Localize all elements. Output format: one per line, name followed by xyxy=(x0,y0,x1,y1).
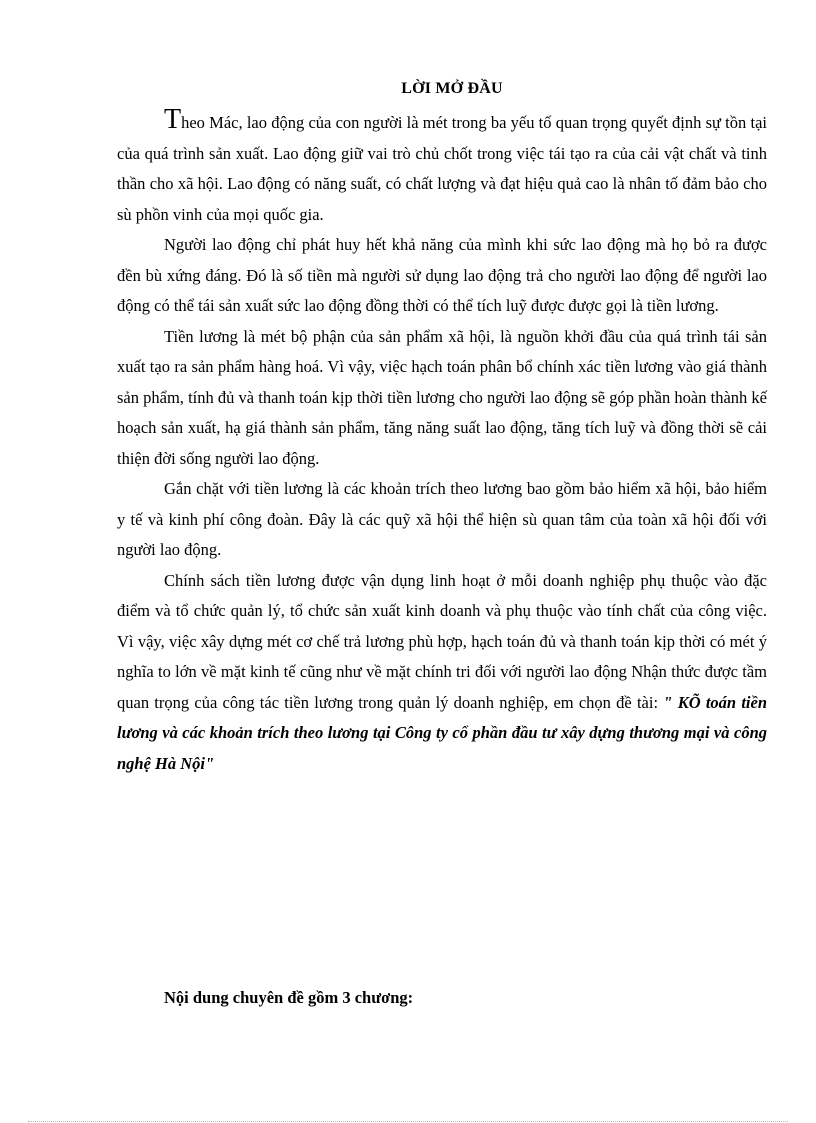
drop-cap: T xyxy=(164,104,182,135)
paragraph-wages: Tiền lương là mét bộ phận của sản phẩm xã hội, là nguồn khởi đầu của quá trình tái sản xuất tạo ra sản phẩm hàng hoá. Vì vậy, việc hạch toán phân bổ chính xác tiền lương vào giá thành sản phẩm, tính đủ và thanh toán kịp thời tiền lương cho người lao động sẽ góp phần hoàn thành kế hoạch sản xuất, hạ giá thành sản phẩm, tăng năng suất lao động, tăng tích luỹ và đồng thời sẽ cải thiện đời sống người lao động. xyxy=(117,326,767,468)
paragraph-deductions: Gắn chặt với tiền lương là các khoản trích theo lương bao gồm bảo hiểm xã hội, bảo hiểm y tế và kinh phí công đoàn. Đây là các quỹ xã hội thể hiện sù quan tâm của toàn xã hội đối với người lao động. xyxy=(117,479,767,559)
paragraph-intro xyxy=(117,104,767,230)
thesis-topic: " KÕ toán tiền lương và các khoản trích theo lương tại Công ty cổ phần đầu tư xây dựng thương mại và công nghệ Hà Nội" xyxy=(117,692,768,773)
paragraph-policy-text: Chính sách tiền lương được vận dụng linh hoạt ở mỗi doanh nghiệp phụ thuộc vào đặc điểm và tổ chức quản lý, tổ chức sản xuất kinh doanh và phụ thuộc vào tính chất của công việc. Vì vậy, việc xây dựng mét cơ chế trả lương phù hợp, hạch toán đủ và thanh toán kịp thời có mét ý nghĩa to lớn về mặt kinh tế cũng như về mặt chính tri đối với người lao động Nhận thức được tầm quan trọng của công tác tiền lương trong quản lý doanh nghiệp, em chọn đề tài: xyxy=(117,570,767,712)
outline-heading: Nội dung chuyên đề gồm 3 chương: xyxy=(164,988,414,1007)
body-text xyxy=(117,104,768,779)
page-title: LỜI MỞ ĐẦU xyxy=(401,80,503,97)
page-bottom-rule xyxy=(28,1121,788,1122)
paragraph-labor: Người lao động chỉ phát huy hết khả năng của mình khi sức lao động mà họ bỏ ra được đền bù xứng đáng. Đó là số tiền mà người sử dụng lao động trả cho người lao động để người lao động có thể tái sản xuất sức lao động đồng thời có thể tích luỹ được được gọi là tiền lương. xyxy=(117,235,767,315)
paragraph-intro-text: heo Mác, lao động của con người là mét trong ba yếu tố quan trọng quyết định sự tồn tại của quá trình sản xuất. Lao động giữ vai trò chủ chốt trong việc tái tạo ra của cải vật chất và tinh thần cho xã hội. Lao động có năng suất, có chất lượng và đạt hiệu quả cao là nhân tố đảm bảo cho sù phồn vinh của mọi quốc gia. xyxy=(117,113,767,224)
paragraph-policy xyxy=(117,566,767,780)
